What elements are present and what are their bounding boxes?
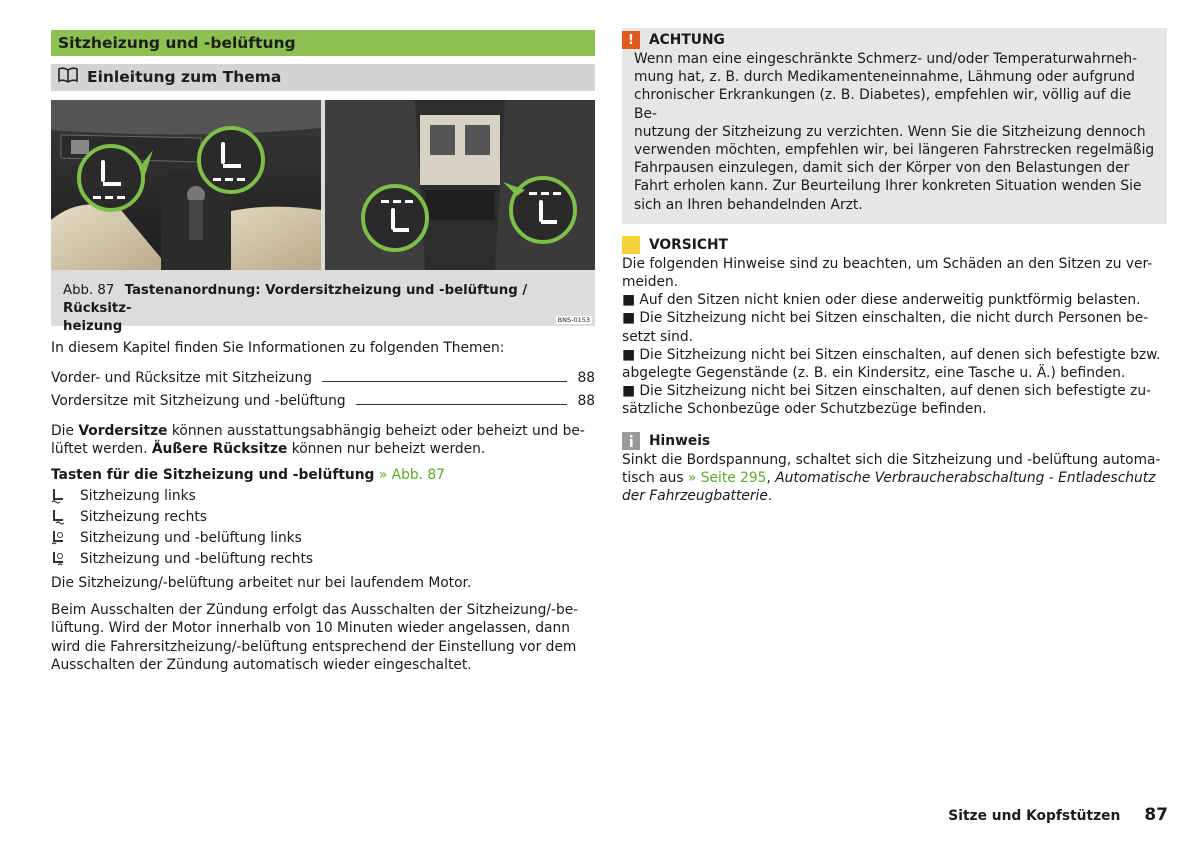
figure-87 (51, 100, 595, 334)
note-title: Hinweis (649, 432, 711, 449)
warning-text (634, 50, 1155, 214)
text-line: ■ Die Sitzheizung nicht bei Sitzen einschalten, die nicht durch Personen be- (622, 310, 1149, 327)
text-line: verwenden möchten, empfehlen wir, bei längeren Fahrstrecken regelmäßig (634, 142, 1155, 159)
front-seat-buttons-photo (51, 100, 321, 270)
reference-title: der Fahrzeugbatterie (622, 488, 768, 505)
book-icon (58, 65, 78, 92)
text-line: Fahrt erholen kann. Zur Beurteilung Ihrer konkreten Situation wenden Sie (634, 178, 1142, 195)
toc-item[interactable] (51, 367, 595, 390)
text-line: lüftung. Wird der Motor innerhalb von 10 Minuten wieder angelassen, dann (51, 620, 570, 636)
chapter-title: Sitze und Kopfstützen (948, 808, 1121, 824)
intro-title: Einleitung zum Thema (87, 68, 282, 86)
warning-title: ACHTUNG (649, 32, 725, 48)
text-line: Ausschalten der Zündung automatisch wieder eingeschaltet. (51, 657, 472, 673)
text-line: Fahrpausen einzulegen, damit sich der Körper von den Belastungen der (634, 160, 1130, 177)
text: . (767, 488, 773, 505)
figure-caption (63, 282, 583, 336)
ignition-paragraph (51, 601, 595, 675)
text-line: Die folgenden Hinweise sind zu beachten, um Schäden an den Sitzen zu ver- (622, 255, 1153, 272)
warning-icon: ! (622, 31, 640, 49)
caution-title: VORSICHT (649, 236, 728, 253)
seat-heat-right-icon (51, 509, 80, 525)
seats-paragraph (51, 422, 595, 459)
list-item-label: Sitzheizung links (80, 487, 196, 504)
text-line: ■ Die Sitzheizung nicht bei Sitzen einschalten, auf denen sich befestigte bzw. (622, 346, 1161, 363)
text-line: abgelegte Gegenstände (z. B. ein Kindersitz, eine Tasche u. Ä.) befinden. (622, 365, 1126, 382)
keys-heading-text: Tasten für die Sitzheizung und -belüftung (51, 466, 375, 483)
caution-icon (622, 236, 640, 254)
text-line: sich an Ihren behandelnden Arzt. (634, 196, 863, 213)
text-line: setzt sind. (622, 328, 694, 345)
toc-item-page[interactable]: 88 (577, 392, 595, 409)
toc-item-label[interactable]: Vordersitze mit Sitzheizung und -belüftung (51, 392, 346, 409)
list-item-label: Sitzheizung und -belüftung rechts (80, 550, 314, 567)
caution-text (622, 255, 1167, 419)
figure-label: Abb. 87 (63, 283, 115, 298)
list-item (51, 506, 595, 527)
text-line: Beim Ausschalten der Zündung erfolgt das Ausschalten der Sitzheizung/-be- (51, 601, 579, 618)
toc-item-label[interactable]: Vorder- und Rücksitze mit Sitzheizung (51, 369, 312, 386)
text: können nur beheizt werden. (287, 441, 486, 457)
right-column (622, 28, 1167, 505)
left-column (51, 30, 595, 675)
keys-list (51, 485, 595, 569)
warning-box (622, 28, 1167, 224)
note-heading (622, 431, 1167, 451)
toc-leader (356, 404, 568, 405)
list-item (51, 548, 595, 569)
seat-heat-left-icon (51, 488, 80, 504)
text-line: ■ Auf den Sitzen nicht knien oder diese anderweitig punktförmig belasten. (622, 292, 1141, 309)
figure-code: BNS-0153 (557, 316, 590, 324)
toc (51, 367, 595, 413)
text-line: ■ Die Sitzheizung nicht bei Sitzen einschalten, auf denen sich befestigte zu- (622, 383, 1152, 400)
reference-title: Automatische Verbraucherabschaltung - Entladeschutz (775, 469, 1156, 486)
intro-text: In diesem Kapitel finden Sie Informationen zu folgenden Themen: (51, 340, 505, 356)
note-icon (622, 432, 640, 450)
rear-seats-term: Äußere Rücksitze (151, 441, 288, 457)
text-line: chronischer Erkrankungen (z. B. Diabetes), empfehlen wir, völlig auf die Be- (634, 87, 1132, 122)
text: Die (51, 422, 79, 439)
warning-heading (622, 30, 1155, 50)
toc-leader (322, 381, 567, 382)
list-item (51, 527, 595, 548)
text: können ausstattungsabhängig beheizt oder beheizt und be- (167, 422, 585, 439)
seat-heat-vent-left-icon (51, 530, 80, 546)
text-line: Wenn man eine eingeschränkte Schmerz- und/oder Temperaturwahrneh- (634, 51, 1138, 67)
text: , (766, 469, 776, 486)
text-line: meiden. (622, 274, 679, 291)
front-seats-term: Vordersitze (78, 422, 168, 439)
section-title: Sitzheizung und -belüftung (51, 30, 595, 56)
engine-note: Die Sitzheizung/-belüftung arbeitet nur bei laufendem Motor. (51, 575, 472, 591)
text-line: Sinkt die Bordspannung, schaltet sich die Sitzheizung und -belüftung automa- (622, 451, 1161, 468)
toc-item[interactable] (51, 390, 595, 413)
text-line: nutzung der Sitzheizung zu verzichten. Wenn Sie die Sitzheizung dennoch (634, 123, 1146, 140)
text-line: wird die Fahrersitzheizung/-belüftung entsprechend der Einstellung vor dem (51, 638, 577, 655)
list-item-label: Sitzheizung rechts (80, 508, 207, 525)
figure-link[interactable]: » Abb. 87 (378, 466, 445, 483)
page-link[interactable]: » Seite 295 (687, 469, 767, 486)
note-text (622, 451, 1167, 506)
caution-section (622, 235, 1167, 419)
rear-seat-buttons-photo (325, 100, 595, 270)
text: tisch aus (622, 469, 688, 486)
text-line: sätzliche Schonbezüge oder Schutzbezüge befinden. (622, 401, 987, 418)
list-item (51, 485, 595, 506)
text: lüftet werden. (51, 441, 152, 457)
intro-heading (51, 64, 595, 91)
figure-title-2: heizung (63, 319, 123, 334)
note-section (622, 431, 1167, 506)
toc-item-page[interactable]: 88 (577, 369, 595, 386)
seat-heat-vent-right-icon (51, 551, 80, 567)
page-number: 87 (1144, 805, 1168, 825)
caution-heading (622, 235, 1167, 255)
text-line: mung hat, z. B. durch Medikamenteneinnahme, Lähmung oder aufgrund (634, 69, 1135, 86)
keys-heading (51, 466, 595, 485)
figure-title-1: Tastenanordnung: Vordersitzheizung und -belüftung / Rücksitz- (63, 283, 528, 316)
list-item-label: Sitzheizung und -belüftung links (80, 529, 302, 546)
page-footer (948, 805, 1168, 825)
